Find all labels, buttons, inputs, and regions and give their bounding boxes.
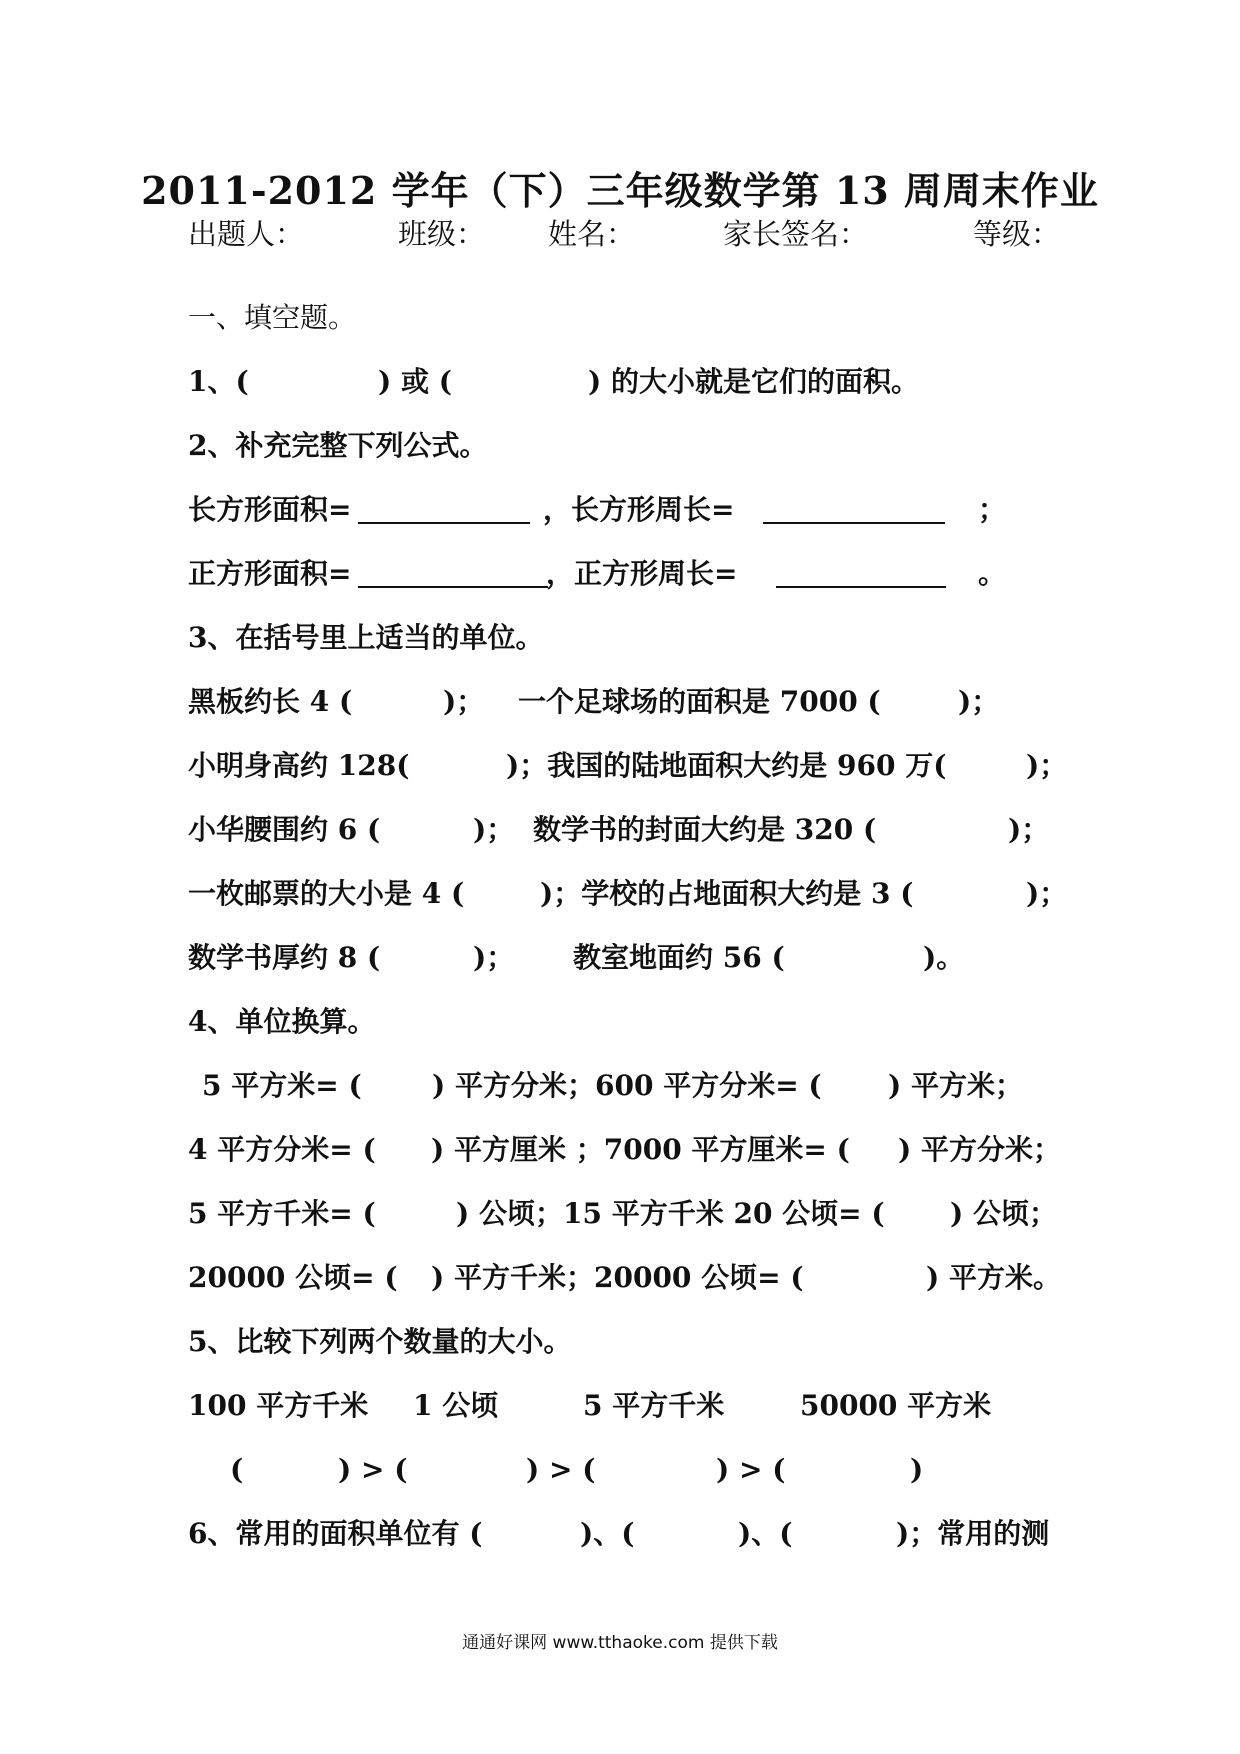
question-1 [188, 362, 1058, 402]
square-perimeter-blank[interactable] [776, 554, 946, 588]
rect-row-end: ； [978, 493, 1007, 526]
compare-item: 5 平方千米 [583, 1389, 725, 1422]
q4-r2-part-c: ) 平方分米； [898, 1133, 1061, 1166]
compare-paren: ( [230, 1453, 244, 1486]
square-area-blank[interactable] [358, 554, 548, 588]
q4-r4-part-c: ) 平方米。 [926, 1261, 1061, 1294]
q3-r1-part-b: )； [443, 685, 485, 718]
question-4-title: 4、单位换算。 [188, 1005, 376, 1038]
square-area-label: 正方形面积= [188, 557, 352, 590]
question-4-row-4 [188, 1258, 1061, 1298]
q3-r5-part-a: 数学书厚约 8 ( [188, 941, 381, 974]
question-3-row-1 [188, 682, 1058, 722]
q1-part-b: ) 或 ( [378, 365, 452, 398]
parent-signature-label: 家长签名： [723, 217, 869, 251]
question-3-row-4 [188, 874, 1068, 914]
rect-area-blank[interactable] [358, 490, 530, 524]
question-5-ordering [188, 1450, 1058, 1490]
compare-item: 50000 平方米 [800, 1389, 992, 1422]
q1-part-a: 1、( [188, 365, 249, 398]
student-info-line [188, 214, 1061, 254]
page-title: 2011-2012 学年（下）三年级数学第 13 周周末作业 [141, 168, 1099, 213]
name-label: 姓名： [548, 217, 636, 251]
question-3-row-2 [188, 746, 1068, 786]
q4-r4-part-b: ) 平方千米；20000 公顷= ( [431, 1261, 804, 1294]
question-2-row-square [188, 554, 1058, 594]
q4-r4-part-a: 20000 公顷= ( [188, 1261, 398, 1294]
q3-r3-part-c: 数学书的封面大约是 320 ( [533, 813, 877, 846]
q4-r3-part-c: ) 公顷； [950, 1197, 1057, 1230]
rect-perimeter-label: ，长方形周长= [543, 493, 735, 526]
q3-r5-part-c: 教室地面约 56 ( [573, 941, 785, 974]
class-label: 班级： [398, 217, 486, 251]
q6-part-a: 6、常用的面积单位有 ( [188, 1517, 483, 1550]
q3-r4-part-c: )； [1026, 877, 1068, 910]
q4-r1-part-a: 5 平方米= ( [202, 1069, 362, 1102]
square-perimeter-label: ，正方形周长= [546, 557, 738, 590]
q6-part-b: )、( [580, 1517, 635, 1550]
q4-r1-part-b: ) 平方分米；600 平方分米= ( [432, 1069, 822, 1102]
q4-r2-part-a: 4 平方分米= ( [188, 1133, 376, 1166]
question-5-items [188, 1386, 1058, 1426]
q1-part-c: ) 的大小就是它们的面积。 [588, 365, 919, 398]
rect-area-label: 长方形面积= [188, 493, 352, 526]
q3-r3-part-a: 小华腰围约 6 ( [188, 813, 381, 846]
question-3-row-3 [188, 810, 1058, 850]
question-5-title: 5、比较下列两个数量的大小。 [188, 1325, 572, 1358]
compare-paren: ) > ( [338, 1453, 408, 1486]
q3-r1-part-a: 黑板约长 4 ( [188, 685, 353, 718]
q3-r1-part-c: 一个足球场的面积是 7000 ( [518, 685, 881, 718]
q3-r2-part-a: 小明身高约 128( [188, 749, 410, 782]
compare-paren: ) [910, 1453, 924, 1486]
square-row-end: 。 [978, 557, 1007, 590]
q3-r4-part-b: )；学校的占地面积大约是 3 ( [540, 877, 914, 910]
question-3-title: 3、在括号里上适当的单位。 [188, 621, 544, 654]
question-6 [188, 1514, 1058, 1554]
q4-r2-part-b: ) 平方厘米 ；7000 平方厘米= ( [431, 1133, 850, 1166]
q3-r2-part-c: )； [1026, 749, 1068, 782]
compare-item: 1 公顷 [413, 1389, 499, 1422]
section-heading: 一、填空题。 [188, 301, 357, 334]
grade-label: 等级： [973, 217, 1061, 251]
q4-r3-part-a: 5 平方千米= ( [188, 1197, 376, 1230]
q3-r3-part-d: )； [1008, 813, 1050, 846]
q6-part-d: )；常用的测 [896, 1517, 1050, 1550]
question-4-row-1 [188, 1066, 1058, 1106]
q3-r4-part-a: 一枚邮票的大小是 4 ( [188, 877, 465, 910]
q3-r3-part-b: )； [473, 813, 515, 846]
compare-item: 100 平方千米 [188, 1389, 369, 1422]
q3-r1-part-d: )； [958, 685, 1000, 718]
question-4-row-3 [188, 1194, 1058, 1234]
setter-label: 出题人： [188, 217, 305, 251]
q6-part-c: )、( [738, 1517, 793, 1550]
rect-perimeter-blank[interactable] [763, 490, 945, 524]
compare-paren: ) > ( [716, 1453, 786, 1486]
question-4-row-2 [188, 1130, 1061, 1170]
q3-r5-part-d: )。 [923, 941, 965, 974]
q4-r1-part-c: ) 平方米； [888, 1069, 1023, 1102]
question-2-row-rectangle [188, 490, 1058, 530]
question-3-row-5 [188, 938, 1058, 978]
q3-r2-part-b: )；我国的陆地面积大约是 960 万( [506, 749, 947, 782]
question-2-title: 2、补充完整下列公式。 [188, 429, 488, 462]
q3-r5-part-b: )； [473, 941, 515, 974]
compare-paren: ) > ( [526, 1453, 596, 1486]
download-footer: 通通好课网 www.tthaoke.com 提供下载 [462, 1633, 778, 1653]
q4-r3-part-b: ) 公顷；15 平方千米 20 公顷= ( [456, 1197, 885, 1230]
